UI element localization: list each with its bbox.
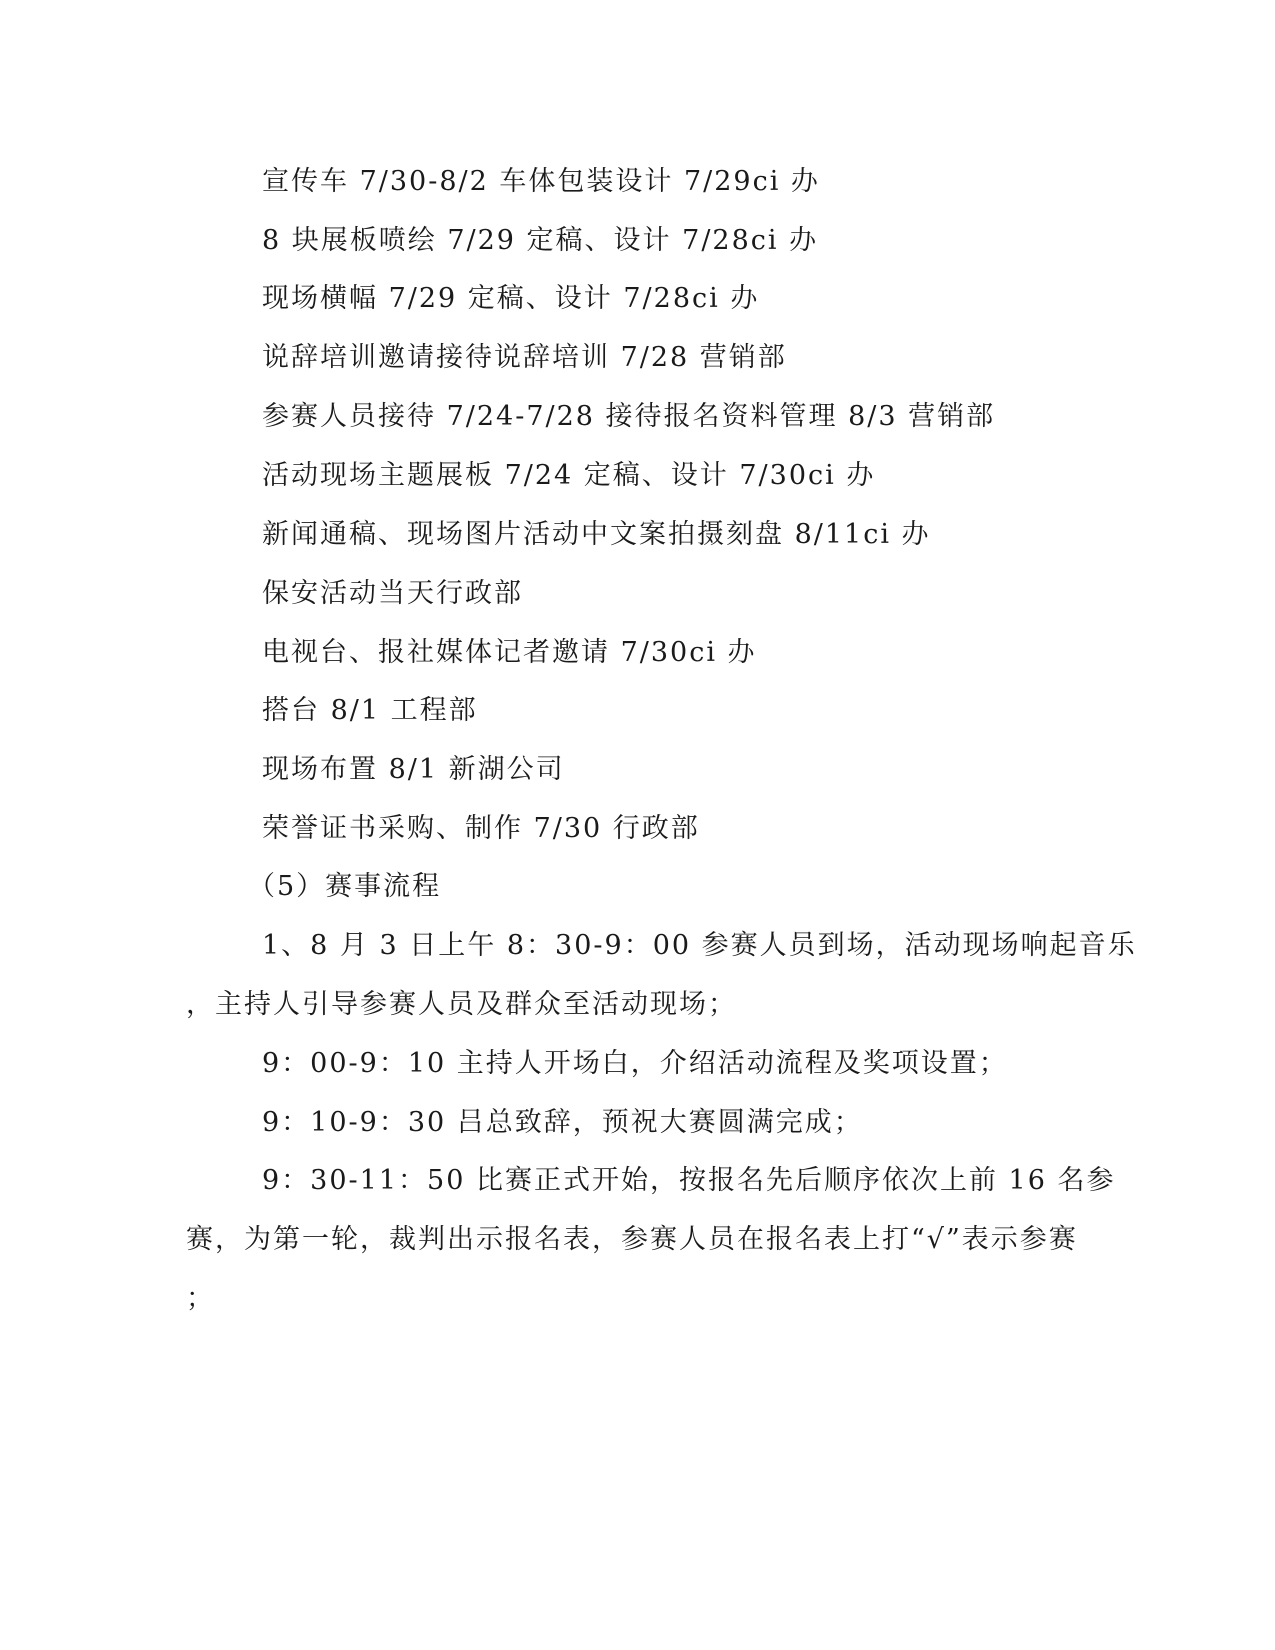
schedule-item-display-boards: 8 块展板喷绘 7/29 定稿、设计 7/28ci 办 [262,225,819,256]
paragraph-line: 9：30-11：50 比赛正式开始，按报名先后顺序依次上前 16 名参 [262,1165,1116,1196]
paragraph-line: ； [186,1283,215,1314]
paragraph-line: 1、8 月 3 日上午 8：30-9：00 参赛人员到场，活动现场响起音乐 [262,930,1137,961]
schedule-item-security: 保安活动当天行政部 [262,578,523,609]
schedule-item-script-training: 说辞培训邀请接待说辞培训 7/28 营销部 [262,342,787,373]
paragraph-line: 9：00-9：10 主持人开场白，介绍活动流程及奖项设置； [262,1048,1008,1079]
schedule-item-media-invitation: 电视台、报社媒体记者邀请 7/30ci 办 [262,637,757,668]
schedule-item-press-release: 新闻通稿、现场图片活动中文案拍摄刻盘 8/11ci 办 [262,519,931,550]
schedule-item-promo-vehicle: 宣传车 7/30-8/2 车体包装设计 7/29ci 办 [262,166,820,197]
paragraph-line: 9：10-9：30 吕总致辞，预祝大赛圆满完成； [262,1107,863,1138]
schedule-item-participant-reception: 参赛人员接待 7/24-7/28 接待报名资料管理 8/3 营销部 [262,401,996,432]
schedule-item-certificates: 荣誉证书采购、制作 7/30 行政部 [262,813,700,844]
schedule-item-stage: 搭台 8/1 工程部 [262,695,478,726]
paragraph-line: 赛，为第一轮，裁判出示报名表，参赛人员在报名表上打“√”表示参赛 [186,1224,1078,1255]
schedule-item-venue-setup: 现场布置 8/1 新湖公司 [262,754,565,785]
section-heading: （5）赛事流程 [248,871,442,902]
schedule-item-banner: 现场横幅 7/29 定稿、设计 7/28ci 办 [262,283,760,314]
paragraph-line: ，主持人引导参赛人员及群众至活动现场； [186,989,737,1020]
schedule-item-theme-board: 活动现场主题展板 7/24 定稿、设计 7/30ci 办 [262,460,876,491]
